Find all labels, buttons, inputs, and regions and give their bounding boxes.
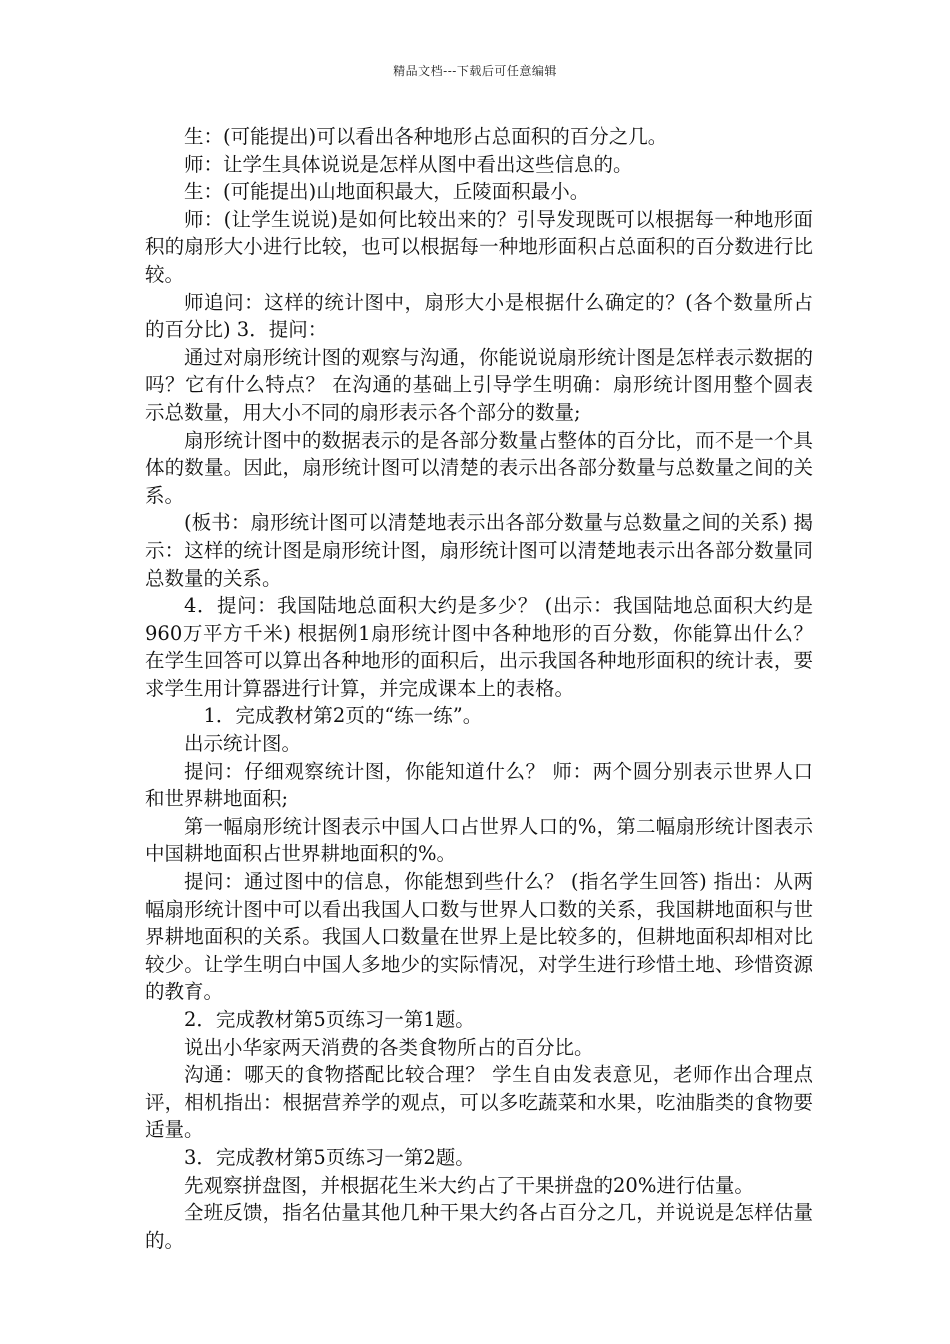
paragraph: 说出小华家两天消费的各类食物所占的百分比。 [184, 1035, 594, 1059]
paragraph: 4．提问：我国陆地总面积大约是多少？ (出示：我国陆地总面积大约是960万平方千米) 根据例1扇形统计图中各种地形的百分数，你能算出什么？ 在学生回答可以算出各种地形的面积后，出示我国各种地形面积的统计表，要求学生用计算器进行计算，并完成课本上的表格。 [145, 594, 813, 700]
paragraph: 扇形统计图中的数据表示的是各部分数量占整体的百分比，而不是一个具体的数量。因此，扇形统计图可以清楚的表示出各部分数量与总数量之间的关系。 [145, 428, 813, 507]
paragraph: 通过对扇形统计图的观察与沟通，你能说说扇形统计图是怎样表示数据的吗？它有什么特点？ 在沟通的基础上引导学生明确：扇形统计图用整个圆表示总数量，用大小不同的扇形表示各个部分的数量; [145, 345, 813, 424]
paragraph: 提问：仔细观察统计图，你能知道什么？ 师：两个圆分别表示世界人口和世界耕地面积; [145, 759, 813, 811]
paragraph: 全班反馈，指名估量其他几种干果大约各占百分之几，并说说是怎样估量的。 [145, 1201, 813, 1252]
paragraph: 提问：通过图中的信息，你能想到些什么？ (指名学生回答) 指出：从两幅扇形统计图中可以看出我国人口数与世界人口数的关系，我国耕地面积与世界耕地面积的关系。我国人口数量在世界上是比较多的，但耕地面积却相对比较少。让学生明白中国人多地少的实际情况，对学生进行珍惜土地、珍惜资源的教育。 [145, 870, 813, 1004]
paragraph: 生：(可能提出)可以看出各种地形占总面积的百分之几。 [184, 125, 668, 148]
page-header: 精品文档---下载后可任意编辑 [393, 64, 557, 78]
paragraph: (板书：扇形统计图可以清楚地表示出各部分数量与总数量之间的关系) 揭示：这样的统计图是扇形统计图，扇形统计图可以清楚地表示出各部分数量同总数量的关系。 [145, 511, 813, 590]
document-body [145, 123, 813, 1254]
paragraph: 师：(让学生说说)是如何比较出来的？引导发现既可以根据每一种地形面积的扇形大小进行比较，也可以根据每一种地形面积占总面积的百分数进行比较。 [145, 207, 813, 286]
paragraph: 师：让学生具体说说是怎样从图中看出这些信息的。 [184, 152, 633, 176]
paragraph: 师追问：这样的统计图中，扇形大小是根据什么确定的？(各个数量所占的百分比) 3．提问： [145, 290, 813, 342]
paragraph: 生：(可能提出)山地面积最大，丘陵面积最小。 [184, 180, 590, 204]
paragraph: 第一幅扇形统计图表示中国人口占世界人口的%，第二幅扇形统计图表示中国耕地面积占世界耕地面积的%。 [145, 814, 813, 866]
paragraph: 出示统计图。 [184, 732, 302, 756]
paragraph: 沟通：哪天的食物搭配比较合理？ 学生自由发表意见，老师作出合理点评，相机指出：根据营养学的观点，可以多吃蔬菜和水果，吃油脂类的食物要适量。 [145, 1063, 813, 1142]
paragraph: 1．完成教材第2页的“练一练”。 [203, 704, 483, 728]
paragraph: 2．完成教材第5页练习一第1题。 [184, 1008, 475, 1031]
paragraph: 先观察拼盘图，并根据花生米大约占了干果拼盘的20%进行估量。 [184, 1173, 754, 1197]
paragraph: 3．完成教材第5页练习一第2题。 [184, 1145, 475, 1169]
